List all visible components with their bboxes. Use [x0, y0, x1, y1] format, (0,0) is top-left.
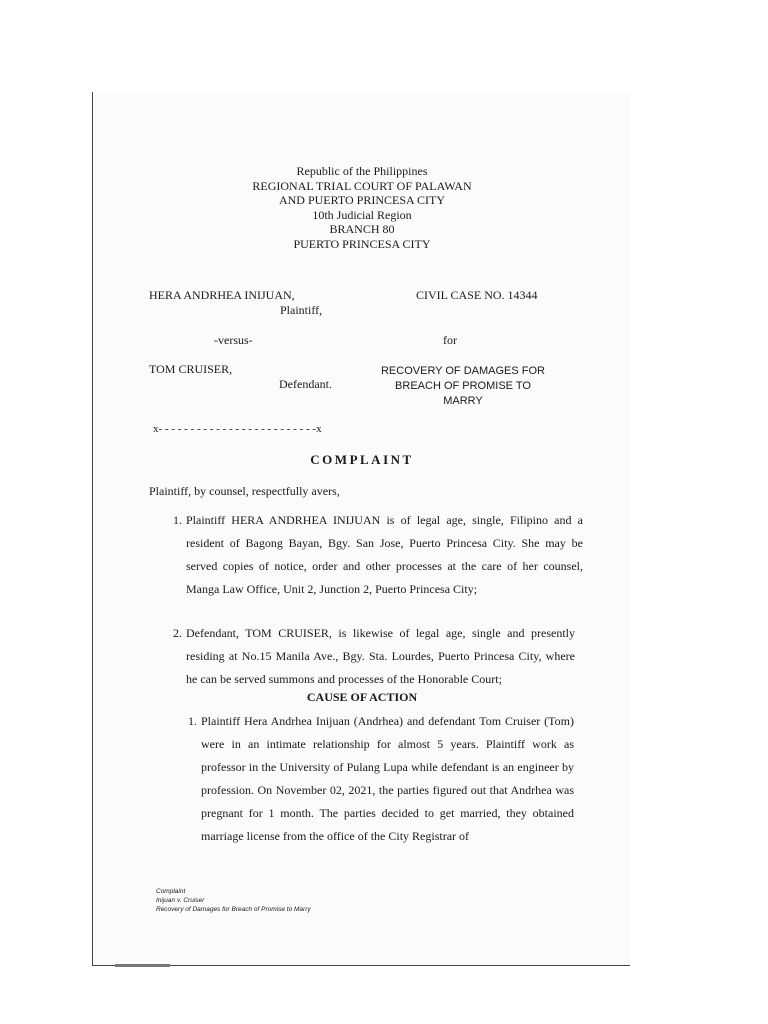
header-line-3: AND PUERTO PRINCESA CITY	[278, 193, 446, 208]
for-label: for	[443, 333, 457, 347]
defendant-name: TOM CRUISER,	[149, 362, 233, 376]
header-line-6: PUERTO PRINCESA CITY	[293, 236, 431, 251]
paragraph-number: 1.	[173, 513, 182, 527]
paragraph-text: Plaintiff Hera Andrhea Inijuan (Andrhea) and defendant Tom Cruiser (Tom) were in an intimate relationship for almost 5 years. Plaintiff work as professor in the University of Pulang Lupa while defendant is an engineer by profession. On November 02, 2021, the parties figured out that Andrhea was pregnant for 1 month. The parties decided to get married, they obtained marriage license from the office of the City Registrar of	[201, 714, 574, 843]
intro-sentence: Plaintiff, by counsel, respectfully avers,	[149, 484, 340, 498]
footer-line-2: Inijuan v. Cruiser	[156, 897, 205, 904]
case-nature-line-2: BREACH OF PROMISE TO	[395, 380, 531, 392]
caption-separator: x- - - - - - - - - - - - - - - - - - - - - - - - -x	[153, 423, 322, 435]
versus-label: -versus-	[214, 333, 253, 347]
party-paragraph-1	[173, 509, 583, 601]
paragraph-number: 2.	[173, 626, 182, 640]
cause-paragraph-1	[188, 710, 574, 848]
footer-line-1: Complaint	[156, 888, 186, 895]
header-line-4: 10th Judicial Region	[312, 207, 412, 222]
cause-of-action-heading: CAUSE OF ACTION	[306, 690, 418, 704]
case-nature-line-1: RECOVERY OF DAMAGES FOR	[380, 365, 545, 377]
plaintiff-name: HERA ANDRHEA INIJUAN,	[149, 288, 295, 302]
paragraph-number: 1.	[188, 714, 197, 728]
party-paragraph-2	[173, 622, 575, 691]
page-footer	[156, 887, 311, 914]
footer-line-3: Recovery of Damages for Breach of Promise to Marry	[156, 906, 311, 913]
header-line-5: BRANCH 80	[329, 222, 395, 237]
document-title: COMPLAINT	[310, 452, 414, 467]
defendant-role: Defendant.	[279, 377, 332, 391]
court-header	[93, 164, 631, 252]
case-nature-line-3: MARRY	[443, 395, 483, 407]
header-line-1: Republic of the Philippines	[296, 164, 428, 178]
scan-mark	[115, 964, 170, 967]
paragraph-text: Plaintiff HERA ANDRHEA INIJUAN is of legal age, single, Filipino and a resident of Bagong Bayan, Bgy. San Jose, Puerto Princesa City. She may be served copies of notice, order and other processes at the care of her counsel, Manga Law Office, Unit 2, Junction 2, Puerto Princesa City;	[186, 513, 583, 596]
case-number: CIVIL CASE NO. 14344	[416, 288, 538, 302]
document-page	[92, 92, 630, 966]
header-line-2: REGIONAL TRIAL COURT OF PALAWAN	[252, 178, 472, 193]
paragraph-text: Defendant, TOM CRUISER, is likewise of legal age, single and presently residing at No.15 Manila Ave., Bgy. Sta. Lourdes, Puerto Princesa City, where he can be served summons and processes of the Honorable Court;	[186, 626, 575, 686]
plaintiff-role: Plaintiff,	[280, 303, 323, 317]
case-nature	[363, 364, 563, 409]
